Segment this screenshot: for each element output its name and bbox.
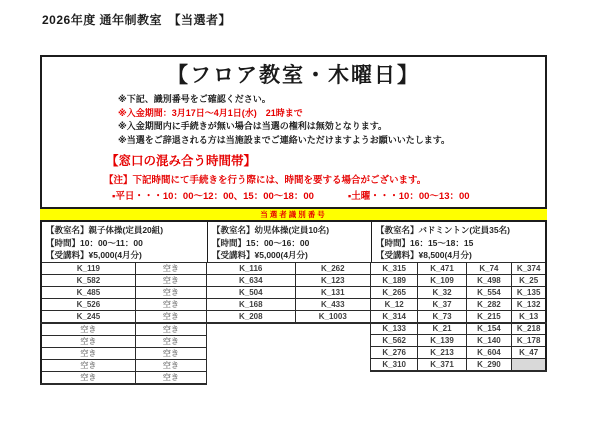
class-header-oyako-taiso	[42, 222, 208, 262]
busy-hours-heading: 【窓口の混み合う時間帯】	[106, 154, 257, 168]
winner-id-cell: K_189	[371, 275, 418, 287]
winner-id-cell: K_12	[371, 299, 418, 311]
winner-id-cell: K_262	[295, 263, 370, 275]
winner-id-cell: K_116	[207, 263, 296, 275]
table-row	[207, 275, 371, 287]
winner-id-cell: K_131	[295, 287, 370, 299]
note-check-id: ※下記、識別番号をご確認ください。	[118, 94, 271, 104]
winner-id-cell: K_213	[418, 347, 466, 359]
class-fee: 【受講料】¥8,500(4月分)	[376, 250, 472, 260]
winner-id-cell: K_604	[466, 347, 512, 359]
winner-id-cell: K_37	[418, 299, 466, 311]
winner-id-cell: K_208	[207, 311, 296, 323]
vacant-cell: 空き	[135, 336, 206, 348]
winner-id-cell: K_133	[371, 323, 418, 335]
vacant-cell: 空き	[135, 372, 206, 385]
vacant-cell: 空き	[41, 348, 135, 360]
winner-id-cell: K_526	[41, 299, 135, 311]
vacant-cell: 空き	[135, 299, 206, 311]
winner-id-cell: K_154	[466, 323, 512, 335]
winner-id-cell: K_21	[418, 323, 466, 335]
winner-id-cell: K_119	[41, 263, 135, 275]
table-row	[371, 311, 547, 323]
class-header-badminton	[372, 222, 545, 262]
winner-table-badminton	[370, 262, 547, 372]
winner-id-cell: K_554	[466, 287, 512, 299]
winner-id-cell: K_135	[512, 287, 546, 299]
notice-list	[118, 93, 545, 147]
main-notice-box	[40, 55, 547, 207]
winner-id-banner: 当選者識別番号	[40, 207, 547, 222]
table-row	[371, 323, 547, 335]
class-time: 【時間】10：00～11：00	[46, 237, 143, 248]
table-row	[207, 299, 371, 311]
winner-id-cell: K_371	[418, 359, 466, 371]
winner-id-cell: K_13	[512, 311, 546, 323]
vacant-cell: 空き	[135, 360, 206, 372]
winner-id-cell: K_25	[512, 275, 546, 287]
table-row	[207, 287, 371, 299]
winner-id-cell: K_265	[371, 287, 418, 299]
winner-id-cell: K_109	[418, 275, 466, 287]
winner-id-cell: K_485	[41, 287, 135, 299]
winner-id-cell: K_582	[41, 275, 135, 287]
class-header-row	[40, 222, 547, 262]
winner-id-cell: K_471	[418, 263, 466, 275]
table-row	[371, 275, 547, 287]
table-row	[41, 360, 207, 372]
vacant-cell: 空き	[135, 275, 206, 287]
table-row	[41, 287, 207, 299]
winner-id-cell: K_562	[371, 335, 418, 347]
winner-id-cell: K_74	[466, 263, 512, 275]
winner-id-cell: K_168	[207, 299, 296, 311]
table-row	[371, 335, 547, 347]
class-name: 【教室名】幼児体操(定員10名)	[212, 225, 330, 235]
winner-id-cell: K_282	[466, 299, 512, 311]
table-row	[207, 263, 371, 275]
winner-id-cell: K_504	[207, 287, 296, 299]
winner-id-cell: K_290	[466, 359, 512, 371]
table-row	[41, 263, 207, 275]
class-header-youji-taiso	[208, 222, 372, 262]
winner-id-cell: K_314	[371, 311, 418, 323]
table-row	[41, 372, 207, 385]
table-row	[371, 263, 547, 275]
winner-id-cell: K_374	[512, 263, 546, 275]
vacant-cell: 空き	[41, 323, 135, 336]
table-row	[371, 359, 547, 371]
winner-table-youji-taiso	[206, 262, 371, 324]
winner-id-cell: K_32	[418, 287, 466, 299]
table-row	[41, 299, 207, 311]
table-row	[207, 311, 371, 323]
winner-id-cell: K_1003	[295, 311, 370, 323]
winner-id-cell: K_215	[466, 311, 512, 323]
winner-id-cell: K_245	[41, 311, 135, 324]
class-time: 【時間】16：15～18：15	[376, 237, 474, 248]
winner-table-oyako-taiso	[40, 262, 207, 385]
winner-id-cell: K_73	[418, 311, 466, 323]
vacant-cell: 空き	[41, 372, 135, 385]
class-fee: 【受講料】¥5,000(4月分)	[212, 250, 308, 260]
class-day-title: 【フロア教室・木曜日】	[167, 64, 420, 87]
class-name: 【教室名】バドミントン(定員35名)	[376, 225, 510, 235]
busy-hours-note: 【注】下記時間にて手続きを行う際には、時間を要する場合がございます。	[104, 175, 427, 186]
vacant-cell: 空き	[135, 287, 206, 299]
winner-id-cell: K_47	[512, 347, 546, 359]
winner-id-cell: K_132	[512, 299, 546, 311]
empty-gray-cell	[512, 359, 546, 371]
winner-id-cell: K_139	[418, 335, 466, 347]
class-time: 【時間】15：00～16：00	[212, 237, 310, 248]
note-invalid-if-missed: ※入金期間内に手続きが無い場合は当選の権利は無効となります。	[118, 121, 388, 131]
table-row	[41, 336, 207, 348]
winner-id-cell: K_123	[295, 275, 370, 287]
table-row	[41, 275, 207, 287]
note-payment-period: ※入金期間：3月17日～4月1日(水) 21時まで	[118, 107, 303, 118]
vacant-cell: 空き	[41, 336, 135, 348]
vacant-cell: 空き	[135, 263, 206, 275]
class-name: 【教室名】親子体操(定員20組)	[46, 225, 164, 235]
table-row	[371, 347, 547, 359]
winner-id-cell: K_634	[207, 275, 296, 287]
winner-id-cell: K_433	[295, 299, 370, 311]
winner-id-cell: K_315	[371, 263, 418, 275]
busy-hours-times	[112, 188, 545, 202]
winner-id-cell: K_310	[371, 359, 418, 371]
winner-id-cell: K_218	[512, 323, 546, 335]
winner-id-cell: K_140	[466, 335, 512, 347]
vacant-cell: 空き	[41, 360, 135, 372]
busy-saturday: ▪土曜・・・10：00～13：00	[347, 191, 470, 202]
table-row	[371, 287, 547, 299]
vacant-cell: 空き	[135, 348, 206, 360]
winner-id-cell: K_276	[371, 347, 418, 359]
table-row	[371, 299, 547, 311]
table-row	[41, 311, 207, 324]
class-fee: 【受講料】¥5,000(4月分)	[46, 250, 142, 260]
note-decline-contact: ※当選をご辞退される方は当施設までご連絡いただけますようお願いいたします。	[118, 134, 451, 145]
winner-id-cell: K_178	[512, 335, 546, 347]
busy-weekday: ▪平日・・・10：00～12：00、15：00～18：00	[112, 191, 314, 202]
vacant-cell: 空き	[135, 323, 206, 336]
document-title: 2026年度 通年制教室 【当選者】	[42, 13, 232, 27]
winner-id-cell: K_498	[466, 275, 512, 287]
table-row	[41, 348, 207, 360]
vacant-cell: 空き	[135, 311, 206, 324]
table-row	[41, 323, 207, 336]
